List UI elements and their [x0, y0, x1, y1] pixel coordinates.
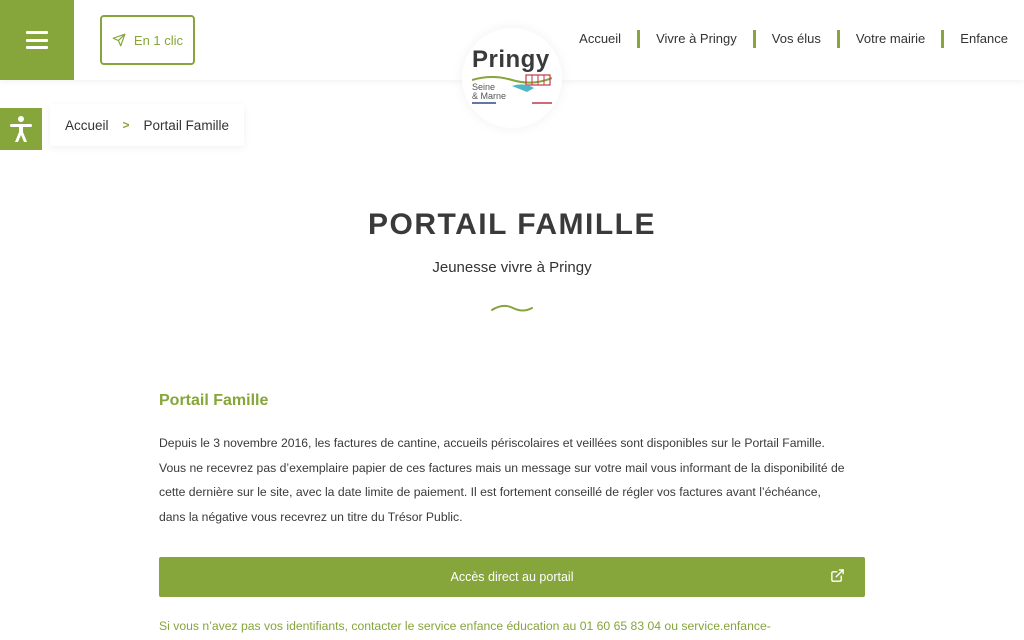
nav-vivre-a-pringy[interactable]: Vivre à Pringy: [637, 30, 753, 48]
en-1-clic-label: En 1 clic: [133, 32, 184, 48]
en-1-clic-button[interactable]: [100, 15, 195, 65]
hamburger-icon: [26, 31, 48, 49]
main-nav: [563, 30, 1008, 48]
breadcrumb-current: Portail Famille: [143, 117, 230, 133]
intro-paragraph: [159, 431, 869, 529]
portal-access-button[interactable]: [159, 557, 865, 597]
logo-sub-seine: Seine: [472, 82, 496, 92]
nav-votre-mairie[interactable]: Votre mairie: [837, 30, 941, 48]
site-logo[interactable]: [462, 28, 562, 128]
intro-line: Depuis le 3 novembre 2016, les factures de cantine, accueils périscolaires et veillées sont disponibles sur le Portail Famille.: [159, 436, 825, 450]
logo-name: Pringy: [472, 46, 550, 73]
contact-info: Si vous n’avez pas vos identifiants, contacter le service enfance éducation au 01 60 65 83 04 ou service.enfance-: [159, 619, 771, 633]
section-title: Portail Famille: [159, 392, 269, 409]
intro-line: Vous ne recevrez pas d’exemplaire papier de ces factures mais un message sur votre mail vous informant de la disponibilité de: [159, 460, 845, 475]
accessibility-button[interactable]: [0, 108, 42, 150]
nav-vos-elus[interactable]: Vos élus: [753, 30, 837, 48]
intro-line: dans la négative vous recevrez un titre du Trésor Public.: [159, 509, 463, 524]
page-title: PORTAIL FAMILLE: [367, 208, 657, 241]
paper-plane-icon: [112, 33, 126, 47]
breadcrumb: [50, 104, 244, 146]
external-link-icon: [830, 568, 845, 583]
nav-enfance[interactable]: Enfance: [941, 30, 1008, 48]
portal-access-label: Accès direct au portail: [450, 570, 574, 584]
logo-sub-marne: & Marne: [472, 91, 507, 101]
breadcrumb-home[interactable]: Accueil: [65, 117, 109, 133]
page-subtitle: Jeunesse vivre à Pringy: [432, 259, 592, 276]
title-ornament-icon: [491, 302, 533, 314]
accessibility-icon: [8, 115, 34, 143]
breadcrumb-separator: >: [122, 118, 130, 132]
menu-button[interactable]: [0, 0, 74, 80]
nav-accueil[interactable]: Accueil: [579, 31, 622, 46]
intro-line: cette dernière sur le site, avec la date limite de paiement. Il est fortement conseillé de régler vos factures avant l’échéance,: [159, 485, 821, 500]
